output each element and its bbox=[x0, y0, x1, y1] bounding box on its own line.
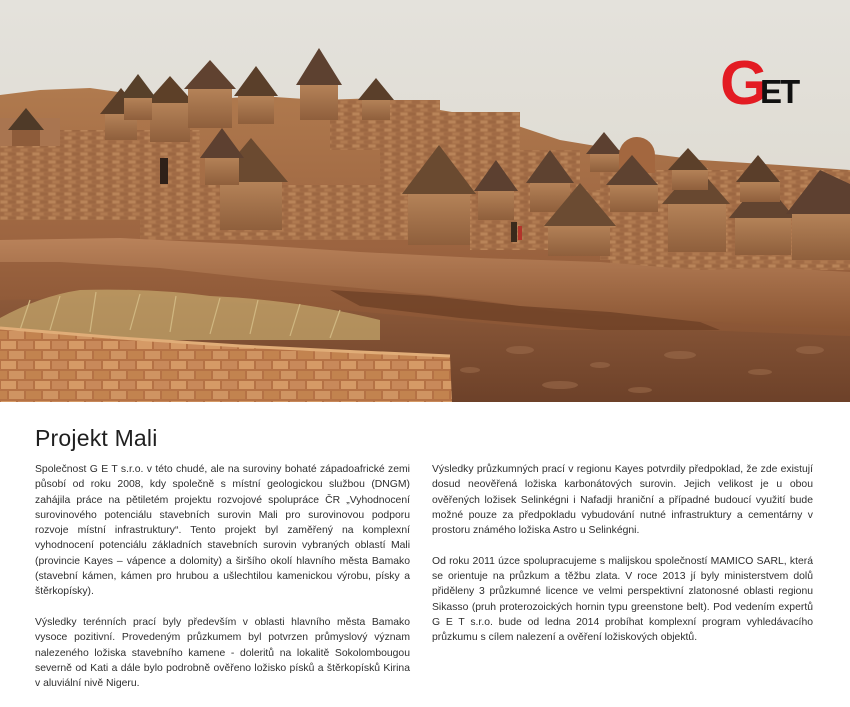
logo-letter-g: G bbox=[720, 53, 765, 109]
right-column bbox=[432, 462, 813, 661]
left-paragraph-2: Výsledky terénních prací byly především v oblasti hlavního města Bamako vysoce pozitivní. Provedeným průzkumem byl potvrzen průmyslový význam nalezeného ložiska stavebního kamene - doleritů na lokalitě Sokolombougou severně od Kati a dále bylo podrobně ověřeno ložisko písků a štěrkopísků Kirina v aluviální nivě Nigeru. bbox=[35, 616, 410, 690]
page-title: Projekt Mali bbox=[35, 425, 158, 451]
right-paragraph-2: Od roku 2011 úzce spolupracujeme s malijskou společností MAMICO SARL, která se orientuje na průzkum a těžbu zlata. V roce 2013 jí byly ministerstvem dolů přiděleny 3 průzkumné licence ve velmi perspektivní zlatonosné oblasti regionu Sikasso (pruh proterozoických hornin typu greenstone belt). Pod vedením expertů G E T s.r.o. bude od ledna 2014 probíhat komplexní program vyhledávacího průzkumu s cílem nalezení a ověření ložiskových objektů. bbox=[432, 555, 813, 644]
left-paragraph-1: Společnost G E T s.r.o. v této chudé, ale na suroviny bohaté západoafrické zemi působí od roku 2008, kdy společně s místní geologickou službou (DNGM) zahájila práce na pětiletém projektu rozvojové spolupráce ČR „Vyhodnocení surovinového potenciálu stavebních surovin Mali pro surovinovou podporu rozvoje místní infrastruktury“. Tento projekt byl zaměřený na komplexní vyhodnocení potenciálu základních stavebních surovin vybraných oblastí Mali (provincie Kayes – vápence a dolomity) a širšího okolí hlavního města Bamako (stavební kámen, kámen pro hrubou a ušlechtilou kamenickou výrobu, písky a štěrkopísky). bbox=[35, 464, 410, 598]
get-logo bbox=[720, 53, 816, 109]
left-column bbox=[35, 462, 410, 707]
logo-mark bbox=[720, 53, 816, 109]
right-paragraph-1: Výsledky průzkumných prací v regionu Kayes potvrdily předpoklad, že zde existují dosud neověřená ložiska karbonátových surovin. Jejich velikost je u obou ověřených ložisek Selinkégni i Nafadji hraniční a případné budoucí využití bude možné pouze za předpokladu vybudování nutné infrastruktury a cementárny v prostoru známého ložiska Astro u Selinkégni. bbox=[432, 464, 813, 537]
logo-letters-et: ET bbox=[760, 73, 799, 109]
